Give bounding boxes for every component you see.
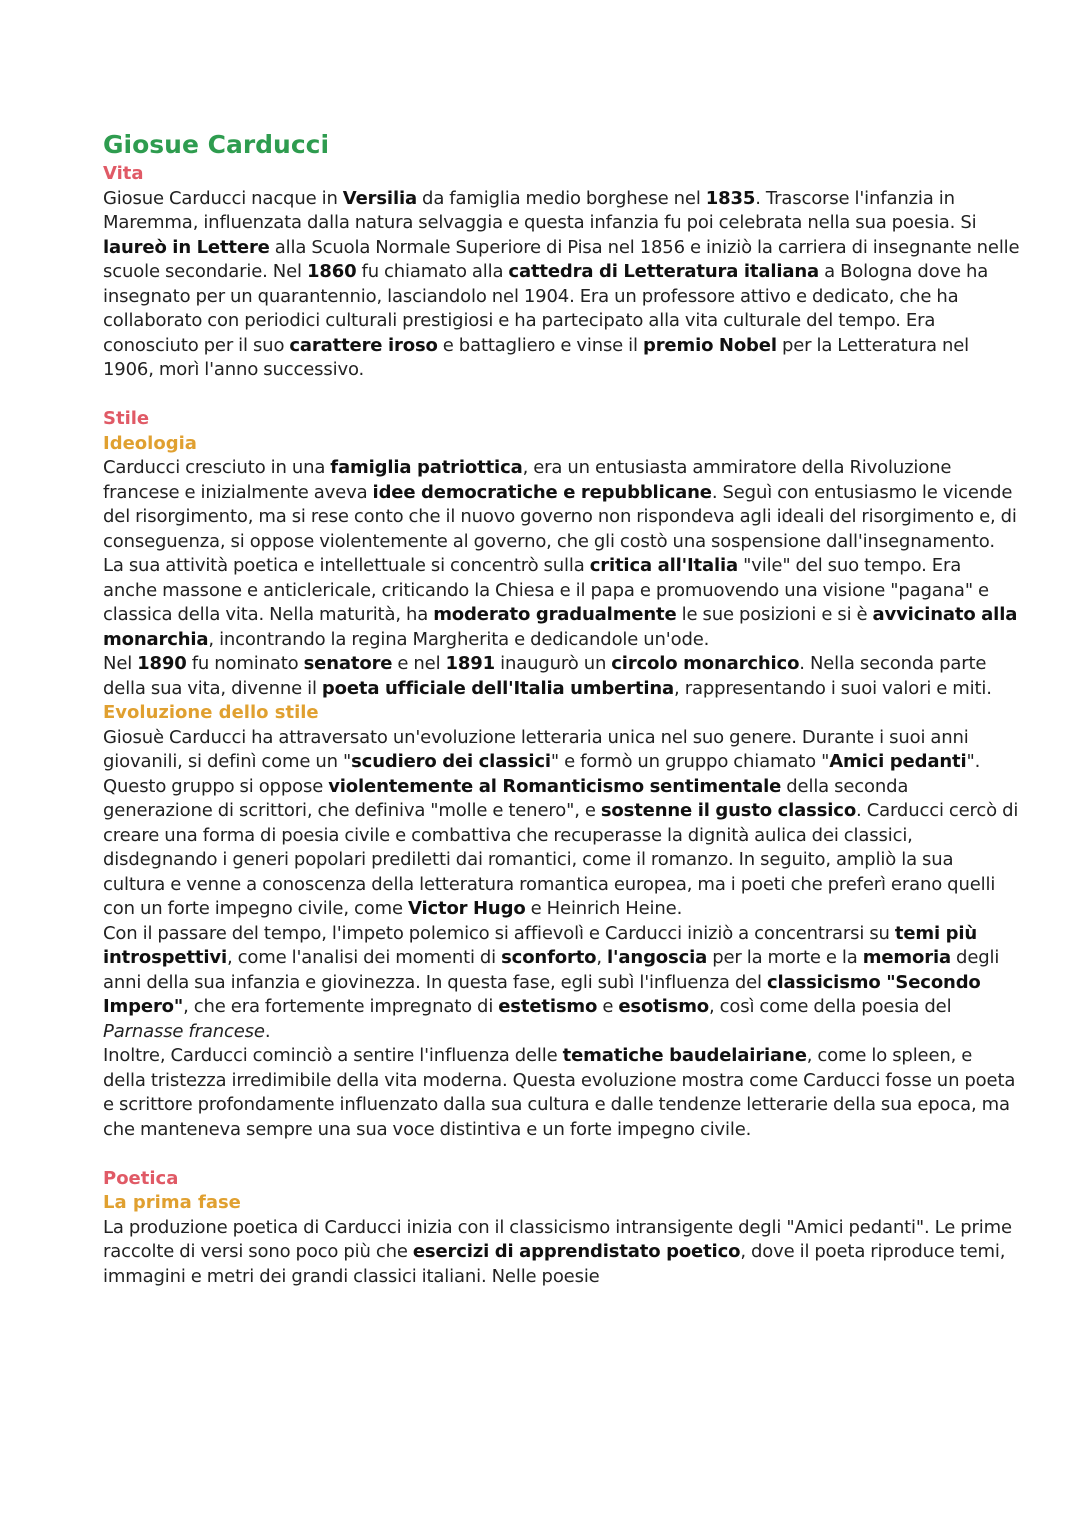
evoluzione-paragraph-2 xyxy=(103,922,1020,1045)
bold-text: circolo monarchico xyxy=(611,653,800,674)
text-run: ". Questo gruppo si oppose xyxy=(103,751,981,797)
italic-text: Parnasse francese xyxy=(103,1020,265,1042)
text-run: , era un entusiasta ammiratore della Rivoluzione francese e inizialmente aveva xyxy=(103,457,952,503)
bold-text: scudiero dei classici xyxy=(351,751,551,772)
bold-text: esercizi di apprendistato poetico xyxy=(412,1241,741,1262)
bold-text: tematiche baudelairiane xyxy=(562,1045,807,1066)
section-vita xyxy=(103,162,1020,383)
section-poetica xyxy=(103,1167,1020,1290)
text-run: , così come della poesia del xyxy=(709,996,952,1017)
bold-text: famiglia patriottica xyxy=(330,457,523,478)
text-run: degli anni della sua infanzia e giovinezza. In questa fase, egli subì l'influenza del xyxy=(103,947,1000,993)
subsection-heading-evoluzione: Evoluzione dello stile xyxy=(103,702,319,723)
bold-text: critica all'Italia xyxy=(589,555,739,576)
bold-text: temi più introspettivi xyxy=(103,922,978,968)
bold-text: 1860 xyxy=(306,261,357,282)
text-run: e battagliero e vinse il xyxy=(437,334,643,356)
subsection-heading-prima-fase: La prima fase xyxy=(103,1192,241,1213)
text-run: . xyxy=(264,1020,271,1042)
ideologia-paragraph-1 xyxy=(103,456,1020,652)
text-run: alla Scuola Normale Superiore di Pisa nel 1856 e iniziò la carriera di insegnante nelle scuole secondarie. Nel xyxy=(103,236,1020,282)
text-run: fu nominato xyxy=(186,653,304,674)
evoluzione-paragraph-1 xyxy=(103,726,1020,922)
text-run: Carducci cresciuto in una xyxy=(103,457,331,478)
text-run: Giosue Carducci nacque in xyxy=(103,187,343,209)
subsection-heading-ideologia: Ideologia xyxy=(103,432,197,454)
bold-text: estetismo xyxy=(498,996,598,1017)
evoluzione-paragraph-3 xyxy=(103,1044,1020,1142)
text-run: . Trascorse l'infanzia in Maremma, influenzata dalla natura selvaggia e questa infanzia fu poi celebrata nella sua poesia. Si xyxy=(103,187,977,233)
bold-text: cattedra di Letteratura italiana xyxy=(508,261,820,282)
text-run: le sue posizioni e si è xyxy=(676,604,873,625)
bold-text: esotismo xyxy=(618,996,710,1017)
text-run: , dove il poeta riproduce temi, immagini e metri dei grandi classici italiani. Nelle poesie xyxy=(103,1241,1006,1287)
bold-text: avvicinato alla monarchia xyxy=(103,604,1018,650)
bold-text: laureò in Lettere xyxy=(103,236,270,258)
text-run: , come lo spleen, e della tristezza irredimibile della vita moderna. Questa evoluzione mostra come Carducci fosse un poeta e scrittore profondamente influenzato dalla sua cultura e dalle tendenze letterarie della sua epoca, ma che manteneva sempre una sua voce distintiva e un forte impegno civile. xyxy=(103,1045,1016,1140)
text-run: fu chiamato alla xyxy=(356,261,509,282)
text-run: e Heinrich Heine. xyxy=(525,898,683,919)
bold-text: sostenne il gusto classico xyxy=(600,800,857,821)
text-run: per la morte e la xyxy=(707,947,863,968)
text-run: . Nella seconda parte della sua vita, divenne il xyxy=(103,653,987,699)
text-run: . Seguì con entusiasmo le vicende del risorgimento, ma si rese conto che il nuovo governo non rispondeva agli ideali del risorgimento e, di conseguenza, si oppose violentemente al governo, che gli costò una sospensione dall'insegnamento. La sua attività poetica e intellettuale si concentrò sulla xyxy=(103,481,1017,576)
text-run: , che era fortemente impregnato di xyxy=(183,996,499,1017)
text-run: da famiglia medio borghese nel xyxy=(416,187,706,209)
text-run: , come l'analisi dei momenti di xyxy=(226,947,502,968)
vita-paragraph xyxy=(103,187,1020,383)
bold-text: classicismo "Secondo Impero" xyxy=(103,971,981,1017)
bold-text: carattere iroso xyxy=(289,334,438,356)
bold-text: 1835 xyxy=(705,187,756,209)
text-run: inaugurò un xyxy=(495,653,612,674)
text-run: La produzione poetica di Carducci inizia con il classicismo intransigente degli "Amici pedanti". Le prime raccolte di versi sono poco più che xyxy=(103,1216,1012,1262)
text-run: Nel xyxy=(103,653,138,674)
bold-text: idee democratiche e repubblicane xyxy=(372,481,712,503)
bold-text: l'angoscia xyxy=(607,947,708,968)
spacer xyxy=(103,1142,1020,1167)
text-run: della seconda generazione di scrittori, che definiva "molle e tenero", e xyxy=(103,775,909,821)
section-heading-vita: Vita xyxy=(103,163,144,184)
text-run: Inoltre, Carducci cominciò a sentire l'influenza delle xyxy=(103,1045,563,1066)
bold-text: 1891 xyxy=(445,653,496,674)
document-title: Giosue Carducci xyxy=(103,130,330,159)
bold-text: Versilia xyxy=(342,187,417,209)
bold-text: 1890 xyxy=(137,653,187,674)
spacer xyxy=(103,383,1020,408)
bold-text: sconforto xyxy=(501,947,597,968)
bold-text: senatore xyxy=(303,653,393,674)
text-run: " e formò un gruppo chiamato " xyxy=(550,751,830,772)
text-run: e xyxy=(597,996,619,1017)
text-run: "vile" del suo tempo. Era anche massone e anticlericale, criticando la Chiesa e il papa e promuovendo una visione "pagana" e classica della vita. Nella maturità, ha xyxy=(103,555,989,625)
text-run: , xyxy=(596,947,608,968)
text-run: e nel xyxy=(392,653,446,674)
text-run: . Carducci cercò di creare una forma di poesia civile e combattiva che recuperasse la dignità aulica dei classici, disdegnando i generi popolari prediletti dai romantici, come il romanzo. In seguito, ampliò la sua cultura e venne a conoscenza della letteratura romantica europea, ma i poeti che preferì erano quelli con un forte impegno civile, come xyxy=(103,800,1019,919)
text-run: per la Letteratura nel 1906, morì l'anno successivo. xyxy=(103,334,970,380)
bold-text: violentemente al Romanticismo sentimentale xyxy=(328,775,782,797)
section-heading-stile: Stile xyxy=(103,408,150,429)
text-run: , rappresentando i suoi valori e miti. xyxy=(674,677,992,699)
bold-text: memoria xyxy=(862,947,951,968)
bold-text: premio Nobel xyxy=(642,334,777,356)
text-run: , incontrando la regina Margherita e dedicandole un'ode. xyxy=(208,628,710,650)
section-stile xyxy=(103,407,1020,1142)
text-run: Giosuè Carducci ha attraversato un'evoluzione letteraria unica nel suo genere. Durante i suoi anni giovanili, si definì come un " xyxy=(103,726,969,772)
text-run: a Bologna dove ha insegnato per un quarantennio, lasciandolo nel 1904. Era un professore attivo e dedicato, che ha collaborato con periodici culturali prestigiosi e ha partecipato alla vita culturale del tempo. Era conosciuto per il suo xyxy=(103,261,989,356)
bold-text: Amici pedanti xyxy=(829,751,967,772)
bold-text: poeta ufficiale dell'Italia umbertina xyxy=(321,677,675,699)
text-run: Con il passare del tempo, l'impeto polemico si affievolì e Carducci iniziò a concentrarsi su xyxy=(103,922,895,944)
prima-fase-paragraph xyxy=(103,1216,1020,1290)
section-heading-poetica: Poetica xyxy=(103,1167,179,1189)
ideologia-paragraph-2 xyxy=(103,652,1020,701)
bold-text: Victor Hugo xyxy=(408,898,526,919)
bold-text: moderato gradualmente xyxy=(433,604,677,625)
